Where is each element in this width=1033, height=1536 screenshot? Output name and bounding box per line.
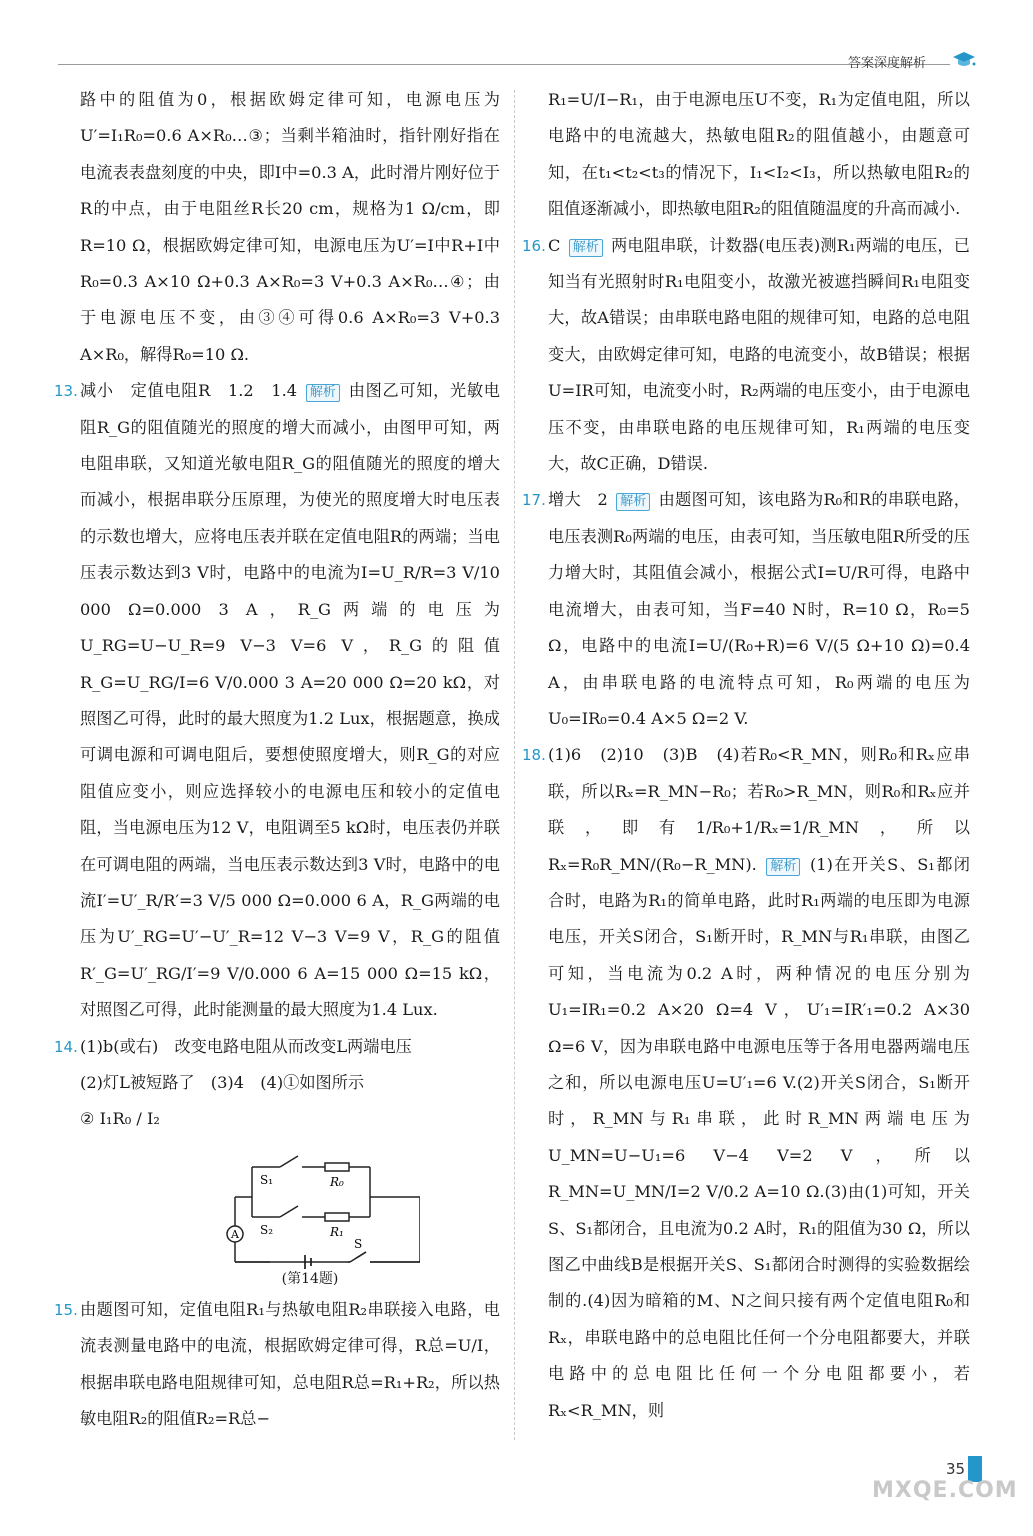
question-number: 13. — [54, 382, 78, 401]
question-18 — [522, 737, 970, 1429]
analysis-text: 两电阻串联，计数器(电压表)测R₁两端的电压，已知当有光照射时R₁电阻变小，故激光被遮挡瞬间R₁电阻变大，故A错误；由串联电路电阻的规律可知，电路的总电阻变大，由欧姆定律可知，电路的电流变小，故B错误；根据U=IR可知，电流变小时，R₂两端的电压变小，由于电源电压不变，由串联电路的电压规律可知，R₁两端的电压变大，故C正确，D错误. — [548, 235, 970, 474]
header-rule — [58, 64, 950, 65]
answer-text: 由题图可知，定值电阻R₁与热敏电阻R₂串联接入电路，电流表测量电路中的电流，根据欧姆定律可得，R总=U/I，根据串联电路电阻规律可知，总电阻R总=R₁+R₂，所以热敏电阻R₂的阻值R₂=R总− — [80, 1299, 500, 1428]
graduation-cap-icon — [952, 50, 976, 70]
question-number: 16. — [522, 236, 546, 255]
q15-continuation: R₁=U/I−R₁，由于电源电压U不变，R₁为定值电阻，所以电路中的电流越大，热敏电阻R₂的阻值越小，由题意可知，在t₁<t₂<t₃的情况下，I₁<I₂<I₃，所以热敏电阻R₂的阻值逐渐减小，即热敏电阻R₂的阻值随温度的升高而减小. — [548, 90, 970, 219]
question-number: 17. — [522, 491, 546, 510]
watermark: MXQE.COM — [872, 1478, 1018, 1503]
question-15 — [54, 1292, 500, 1438]
resistor-r0-label: R₀ — [330, 1174, 344, 1189]
analysis-text: 由图乙可知，光敏电阻R_G的阻值随光的照度的增大而减小，由图甲可知，两电阻串联，又知道光敏电阻R_G的阻值随光的照度的增大而减小，根据串联分压原理，为使光的照度增大时电压表的示数也增大，应将电压表并联在定值电阻R的两端；当电压表示数达到3 V时，电路中的电流为I=U_R/R=3 V/10 000 Ω=0.000 3 A，R_G两端的电压为U_RG=U−U_R=9 V−3 V=6 V，R_G的阻值R_G=U_RG/I=6 V/0.000 3 A=20 000 Ω=20 kΩ，对照图乙可得，此时的最大照度为1.2 Lux，根据题意，换成可调电源和可调电阻后，要想使照度增大，则R_G的对应阻值应变小，则应选择较小的电源电压和较小的定值电阻，当电源电压为12 V，电阻调至5 kΩ时，电压表仍并联在可调电阻的两端，当电压表示数达到3 V时，电路中的电流I′=U′_R/R′=3 V/5 000 Ω=0.000 6 A，R_G两端的电压为U′_RG=U′−U′_R=12 V−3 V=9 V，R_G的阻值R′_G=U′_RG/I′=9 V/0.000 6 A=15 000 Ω=15 kΩ，对照图乙可得，此时能测量的最大照度为1.4 Lux. — [80, 381, 500, 1020]
analysis-tag: 解析 — [616, 493, 650, 511]
answer-line-1: (1)b(或右) 改变电路电阻从而改变L两端电压 — [80, 1036, 412, 1056]
question-16 — [522, 228, 970, 483]
right-column — [522, 82, 970, 1429]
answer-line-2: (2)灯L被短路了 (3)4 (4)①如图所示 — [80, 1072, 365, 1092]
figure-caption: (第14题) — [281, 1270, 339, 1287]
q12-continuation: 路中的阻值为0，根据欧姆定律可知，电源电压为U′=I₁R₀=0.6 A×R₀…③；当剩半箱油时，指针刚好指在电流表表盘刻度的中央，即I中=0.3 A，此时滑片刚好位于R的中点，由于电阻丝R长20 cm，规格为1 Ω/cm，即R=10 Ω，根据欧姆定律可知，电源电压为U′=I中R+I中R₀=0.3 A×10 Ω+0.3 A×R₀=3 V+0.3 A×R₀…④；由于电源电压不变，由③④可得0.6 A×R₀=3 V+0.3 A×R₀，解得R₀=10 Ω. — [80, 90, 500, 364]
column-divider — [514, 90, 515, 1440]
circuit-diagram — [210, 1142, 420, 1292]
switch-s1-label: S₁ — [260, 1172, 274, 1187]
question-14 — [54, 1029, 500, 1292]
page-number: 35 — [946, 1460, 966, 1478]
switch-s-label: S — [354, 1236, 363, 1251]
ammeter-label: A — [231, 1227, 239, 1241]
left-column — [54, 82, 500, 1437]
analysis-text: 由题图可知，该电路为R₀和R的串联电路，电压表测R₀两端的电压，由表可知，当压敏电阻R所受的压力增大时，其阻值会减小，根据公式I=U/R可得，电路中电流增大，由表可知，当F=40 N时，R=10 Ω，R₀=5 Ω，电路中的电流I=U/(R₀+R)=6 V/(5 Ω+10 Ω)=0.4 A，由串联电路的电流特点可知，R₀两端的电压为U₀=IR₀=0.4 A×5 Ω=2 V. — [548, 490, 970, 728]
switch-s2-label: S₂ — [260, 1222, 274, 1237]
question-number: 15. — [54, 1300, 78, 1319]
answer-text: 增大 2 — [548, 490, 608, 510]
header-title: 答案深度解析 — [848, 56, 927, 71]
answer-text: 减小 定值电阻R 1.2 1.4 — [80, 381, 298, 401]
question-17 — [522, 482, 970, 737]
question-number: 14. — [54, 1037, 78, 1056]
answer-line-3: ② I₁R₀ / I₂ — [80, 1109, 160, 1129]
analysis-tag: 解析 — [766, 858, 800, 876]
question-13 — [54, 373, 500, 1028]
answer-text: C — [548, 235, 561, 255]
answer-text: (1)6 (2)10 (3)B (4)若R₀<R_MN，则R₀和Rₓ应串联，所以Rₓ=R_MN−R₀；若R₀>R_MN，则R₀和Rₓ应并联，即有1/R₀+1/Rₓ=1/R_MN，所以Rₓ=R₀R_MN/(R₀−R_MN). — [548, 745, 970, 874]
analysis-text: (1)在开关S、S₁都闭合时，电路为R₁的简单电路，此时R₁两端的电压即为电源电压，开关S闭合，S₁断开时，R_MN与R₁串联，由图乙可知，当电流为0.2 A时，两种情况的电压分别为U₁=IR₁=0.2 A×20 Ω=4 V，U′₁=IR′₁=0.2 A×30 Ω=6 V，因为串联电路中电源电压等于各用电器两端电压之和，所以电源电压U=U′₁=6 V.(2)开关S闭合，S₁断开时，R_MN与R₁串联，此时R_MN两端电压为U_MN=U−U₁=6 V−4 V=2 V，所以R_MN=U_MN/I=2 V/0.2 A=10 Ω.(3)由(1)可知，开关S、S₁都闭合，且电流为0.2 A时，R₁的阻值为30 Ω，所以图乙中曲线B是根据开关S、S₁都闭合时测得的实验数据绘制的.(4)因为暗箱的M、N之间只接有两个定值电阻R₀和Rₓ，串联电路中的总电阻比任何一个分电阻都要大，并联电路中的总电阻比任何一个分电阻都要小，若Rₓ<R_MN，则 — [548, 854, 970, 1420]
question-number: 18. — [522, 746, 546, 765]
analysis-tag: 解析 — [306, 384, 340, 402]
resistor-r1-label: R₁ — [330, 1224, 344, 1239]
analysis-tag: 解析 — [569, 239, 603, 257]
circuit-svg — [210, 1142, 420, 1272]
